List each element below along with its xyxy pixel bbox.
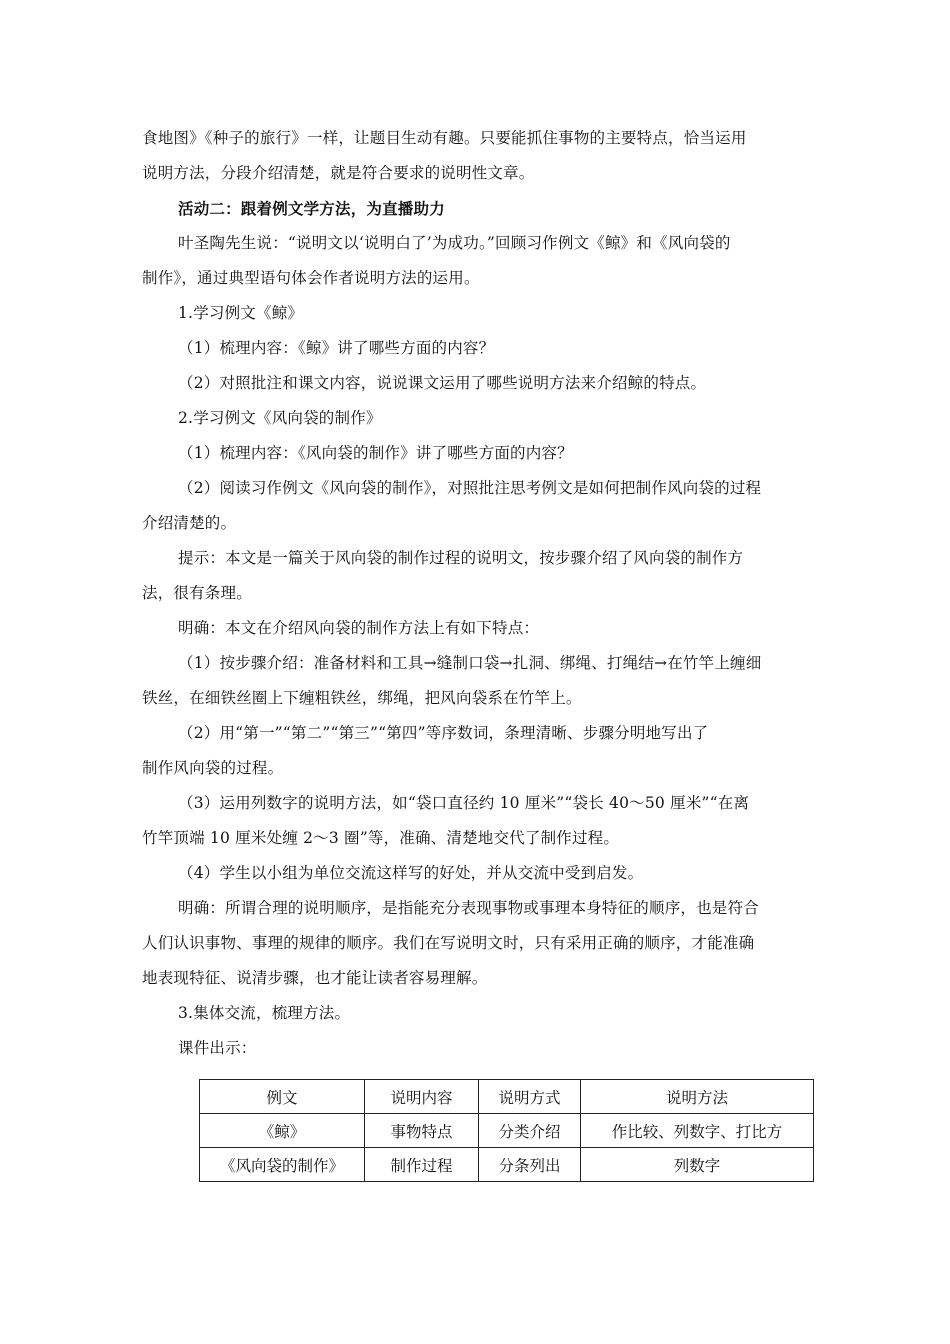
text-line: 3.集体交流，梳理方法。 [178,1004,351,1022]
text-line: （3）运用列数字的说明方法，如“袋口直径约 10 厘米”“袋长 40～50 厘米”“在离 [178,794,750,812]
table-cell: 《鲸》 [200,1114,365,1148]
table-cell: 列数字 [581,1148,814,1182]
text-line: 课件出示： [178,1039,257,1057]
table-cell: 制作过程 [365,1148,479,1182]
table-header-cell: 说明方法 [581,1080,814,1114]
document-body [142,121,812,1066]
text-line: 地表现特征、说清步骤，也才能让读者容易理解。 [142,969,488,987]
section-heading: 活动二：跟着例文学方法，为直播助力 [178,199,445,218]
text-line: 制作》，通过典型语句体会作者说明方法的运用。 [142,269,480,287]
text-line: 制作风向袋的过程。 [142,759,284,777]
summary-table [199,1079,814,1182]
text-line: 1.学习例文《鲸》 [178,304,304,322]
table-header-row [200,1080,814,1114]
text-line: 2.学习例文《风向袋的制作》 [178,409,382,427]
text-line: （4）学生以小组为单位交流这样写的好处，并从交流中受到启发。 [178,864,644,882]
table-header-cell: 例文 [200,1080,365,1114]
text-line: 明确：所谓合理的说明顺序，是指能充分表现事物或事理本身特征的顺序，也是符合 [178,899,759,917]
text-line: 铁丝，在细铁丝圈上下缠粗铁丝，绑绳，把风向袋系在竹竿上。 [142,689,582,707]
text-line: （2）用“第一”“第二”“第三”“第四”等序数词，条理清晰、步骤分明地写出了 [178,724,709,742]
text-line: 人们认识事物、事理的规律的顺序。我们在写说明文时，只有采用正确的顺序，才能准确 [142,934,755,952]
text-line: 竹竿顶端 10 厘米处缠 2～3 圈”等，准确、清楚地交代了制作过程。 [142,829,620,847]
text-line: 说明方法，分段介绍清楚，就是符合要求的说明性文章。 [142,164,535,182]
text-line: 明确：本文在介绍风向袋的制作方法上有如下特点： [178,619,540,637]
table-row [200,1148,814,1182]
text-line: 提示：本文是一篇关于风向袋的制作过程的说明文，按步骤介绍了风向袋的制作方 [178,549,744,567]
text-line: （1）按步骤介绍：准备材料和工具→缝制口袋→扎洞、绑绳、打绳结→在竹竿上缠细 [178,654,762,672]
text-line: 法，很有条理。 [142,584,252,602]
text-line: 食地图》《种子的旅行》一样，让题目生动有趣。只要能抓住事物的主要特点，恰当运用 [142,129,747,147]
table-row [200,1114,814,1148]
table-cell: 分类介绍 [479,1114,581,1148]
table-header-cell: 说明内容 [365,1080,479,1114]
text-line: （2）对照批注和课文内容，说说课文运用了哪些说明方法来介绍鲸的特点。 [178,374,707,392]
text-line: （1）梳理内容：《风向袋的制作》讲了哪些方面的内容？ [178,444,573,462]
table-header-cell: 说明方式 [479,1080,581,1114]
text-line: 叶圣陶先生说：“说明文以‘说明白了’为成功。”回顾习作例文《鲸》和《风向袋的 [178,234,731,252]
table-cell: 《风向袋的制作》 [200,1148,365,1182]
table-cell: 分条列出 [479,1148,581,1182]
text-line: （1）梳理内容：《鲸》讲了哪些方面的内容？ [178,339,495,357]
table-cell: 事物特点 [365,1114,479,1148]
table-cell: 作比较、列数字、打比方 [581,1114,814,1148]
text-line: （2）阅读习作例文《风向袋的制作》，对照批注思考例文是如何把制作风向袋的过程 [178,479,762,497]
text-line: 介绍清楚的。 [142,514,237,532]
